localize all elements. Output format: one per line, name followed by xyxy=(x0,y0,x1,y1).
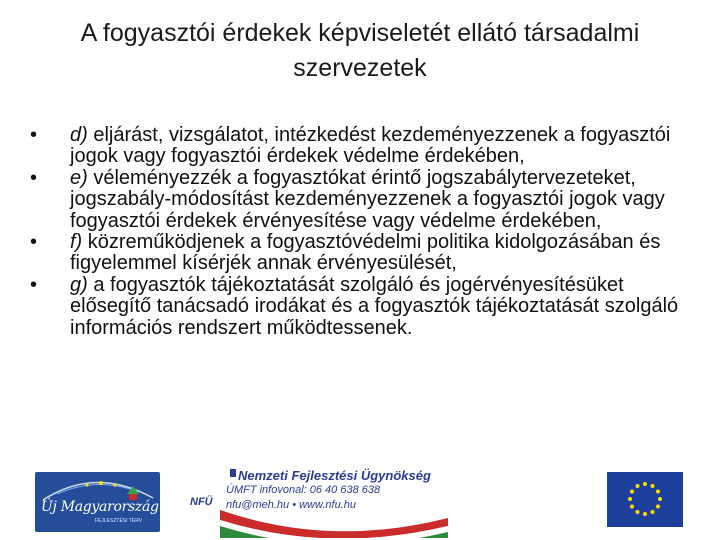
uj-magyarorszag-logo xyxy=(35,472,160,532)
bullet-text: eljárást, vizsgálatot, intézkedést kezdeményezzenek a fogyasztói jogok vagy fogyasztói érdekek védelme érdekében, xyxy=(70,124,671,168)
bullet-marker: g) xyxy=(70,273,88,296)
list-item xyxy=(30,275,690,339)
footer-logos xyxy=(0,455,720,540)
uj-logo-subtext: FEJLESZTÉSI TERV xyxy=(95,518,143,524)
slide-title: A fogyasztói érdekek képviseletét ellátó társadalmi szervezetek xyxy=(80,19,640,82)
list-item xyxy=(30,125,690,168)
nfu-mark: NFÜ xyxy=(190,496,213,508)
nfu-logo xyxy=(190,460,450,538)
bullet-text: véleményezzék a fogyasztókat érintő jogszabálytervezeteket, jogszabály-módosítást kezdeményezzenek a fogyasztói jogok vagy fogyasztói érdekek érvényesítése vagy védelme érdekében, xyxy=(70,166,665,232)
list-item xyxy=(30,232,690,275)
bullet-text: közreműködjenek a fogyasztóvédelmi politika kidolgozásában és figyelemmel kísérjék annak érvényesülését, xyxy=(70,231,661,275)
bullet-marker: d) xyxy=(70,124,88,146)
bullet-list xyxy=(30,125,690,339)
bullet-text: a fogyasztók tájékoztatását szolgáló és jogérvényesítésüket elősegítő tanácsadó irodákat és a fogyasztók tájékoztatását szolgáló információs rendszert működtessenek. xyxy=(70,273,679,339)
nfu-name: Nemzeti Fejlesztési Ügynökség xyxy=(238,468,431,483)
uj-logo-text: Új Magyarország xyxy=(41,499,159,515)
list-item xyxy=(30,168,690,232)
eu-flag-icon xyxy=(607,472,683,527)
nfu-contact: nfu@meh.hu • www.nfu.hu xyxy=(226,499,356,511)
bullet-marker: e) xyxy=(70,166,88,189)
bullet-marker: f) xyxy=(70,231,83,254)
nfu-infoline: ÚMFT infovonal: 06 40 638 638 xyxy=(226,484,381,496)
